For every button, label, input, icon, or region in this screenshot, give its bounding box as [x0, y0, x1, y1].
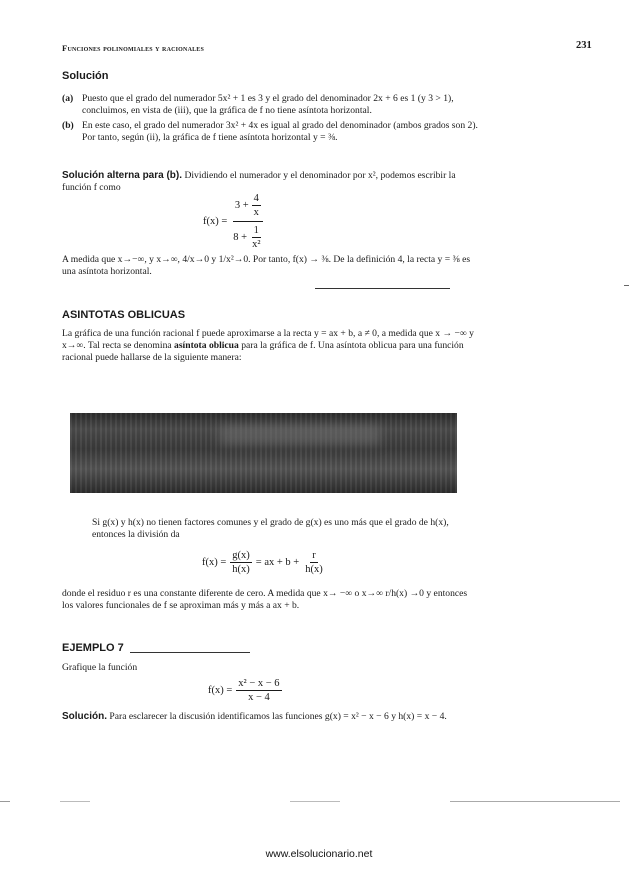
compound-numerator [233, 192, 263, 222]
remainder-paragraph: donde el residuo r es una constante diferente de cero. A medida que x→ −∞ o x→∞ r/h(x) →0 y entonces los valores funcionales de f se aproximan más y más a ax + b. [62, 588, 468, 611]
scan-mark [0, 801, 10, 802]
fraction-g-over-h [230, 549, 252, 576]
alt-solution-paragraph [62, 170, 480, 194]
limit-paragraph: A medida que x→−∞, y x→∞, 4/x→0 y 1/x²→0. Por tanto, f(x) → ⅜. De la definición 4, la recta y = ⅜ es una asíntota horizontal. [62, 254, 471, 277]
fraction-denominator: x [253, 207, 259, 218]
fraction-1-over-x2 [250, 224, 262, 251]
example-lhs: f(x) = [208, 685, 233, 696]
oblique-term: asíntota oblicua [174, 340, 239, 351]
example-heading: EJEMPLO 7 [62, 642, 124, 654]
division-middle: = ax + b + [255, 557, 300, 568]
alt-solution-text: Dividiendo el numerador y el denominador por x², podemos escribir la función f como [62, 170, 456, 193]
fraction-numerator: g(x) [232, 550, 250, 561]
compound-fraction [231, 192, 264, 251]
part-b-text: En este caso, el grado del numerador 3x² + 4x es igual al grado del denominador (ambos grados son 2). Por tanto, según (ii), la gráfica de f tiene asíntota horizontal y = ⅜. [82, 120, 478, 143]
fraction-numerator: r [312, 550, 316, 561]
footer-url[interactable]: www.elsolucionario.net [265, 848, 373, 860]
solution-heading: Solución [62, 70, 109, 82]
numerator-constant: 3 + [234, 200, 249, 211]
example-solution-text: Para esclarecer la discusión identificamos las funciones g(x) = x² − x − 6 y h(x) = x − 4. [109, 711, 447, 722]
fraction-numerator: x² − x − 6 [238, 678, 280, 689]
compound-denominator [231, 222, 264, 251]
formula-lhs: f(x) = [203, 216, 228, 227]
fraction-numerator: 4 [253, 193, 259, 204]
part-b-label: (b) [62, 120, 74, 131]
example-formula [208, 677, 282, 704]
oblique-paragraph [62, 328, 480, 364]
division-lhs: f(x) = [202, 557, 227, 568]
part-a-label: (a) [62, 93, 74, 104]
end-of-solution-rule [315, 288, 450, 289]
example-fraction [236, 677, 281, 704]
fraction-numerator: 1 [253, 225, 259, 236]
oblique-text-pre: La gráfica de una función racional f puede aproximarse a la recta y = ax + b, a ≠ 0, a medida que x → −∞ y x→∞. Tal recta se denomina [62, 328, 474, 351]
formula-fx [203, 192, 265, 251]
fraction-denominator: h(x) [232, 564, 250, 575]
fraction-denominator: h(x) [305, 564, 323, 575]
part-a-text: Puesto que el grado del numerador 5x² + 1 es 3 y el grado del denominador 2x + 6 es 1 (y 3 > 1), concluimos, en vista de (iii), que la gráfica de f no tiene asíntota horizontal. [82, 93, 454, 116]
fraction-denominator: x² [252, 239, 261, 250]
box-text: Si g(x) y h(x) no tienen factores comunes y el grado de g(x) es uno más que el grado de h(x), entonces la división da [92, 517, 449, 540]
page-number: 231 [576, 40, 592, 51]
scan-mark [290, 801, 340, 802]
margin-mark [624, 285, 629, 286]
division-formula [202, 549, 325, 576]
fraction-denominator: x − 4 [248, 692, 270, 703]
fraction-4-over-x [252, 192, 261, 219]
scan-mark [60, 801, 90, 802]
example-prompt: Grafique la función [62, 662, 138, 673]
example-solution-paragraph [62, 711, 480, 723]
fraction-r-over-h [303, 549, 325, 576]
example-heading-rule [130, 652, 250, 653]
oblique-text-post: para la gráfica de f. Una asíntota oblicua para una función racional puede hallarse de la siguiente manera: [62, 340, 464, 363]
example-solution-heading: Solución. [62, 711, 107, 722]
shaded-box-band [70, 413, 457, 493]
section-heading-oblique: ASINTOTAS OBLICUAS [62, 309, 186, 321]
denominator-constant: 8 + [233, 232, 248, 243]
running-head: Funciones polinomiales y racionales [62, 43, 205, 53]
alt-solution-heading: Solución alterna para (b). [62, 170, 183, 181]
scan-mark [450, 801, 620, 802]
